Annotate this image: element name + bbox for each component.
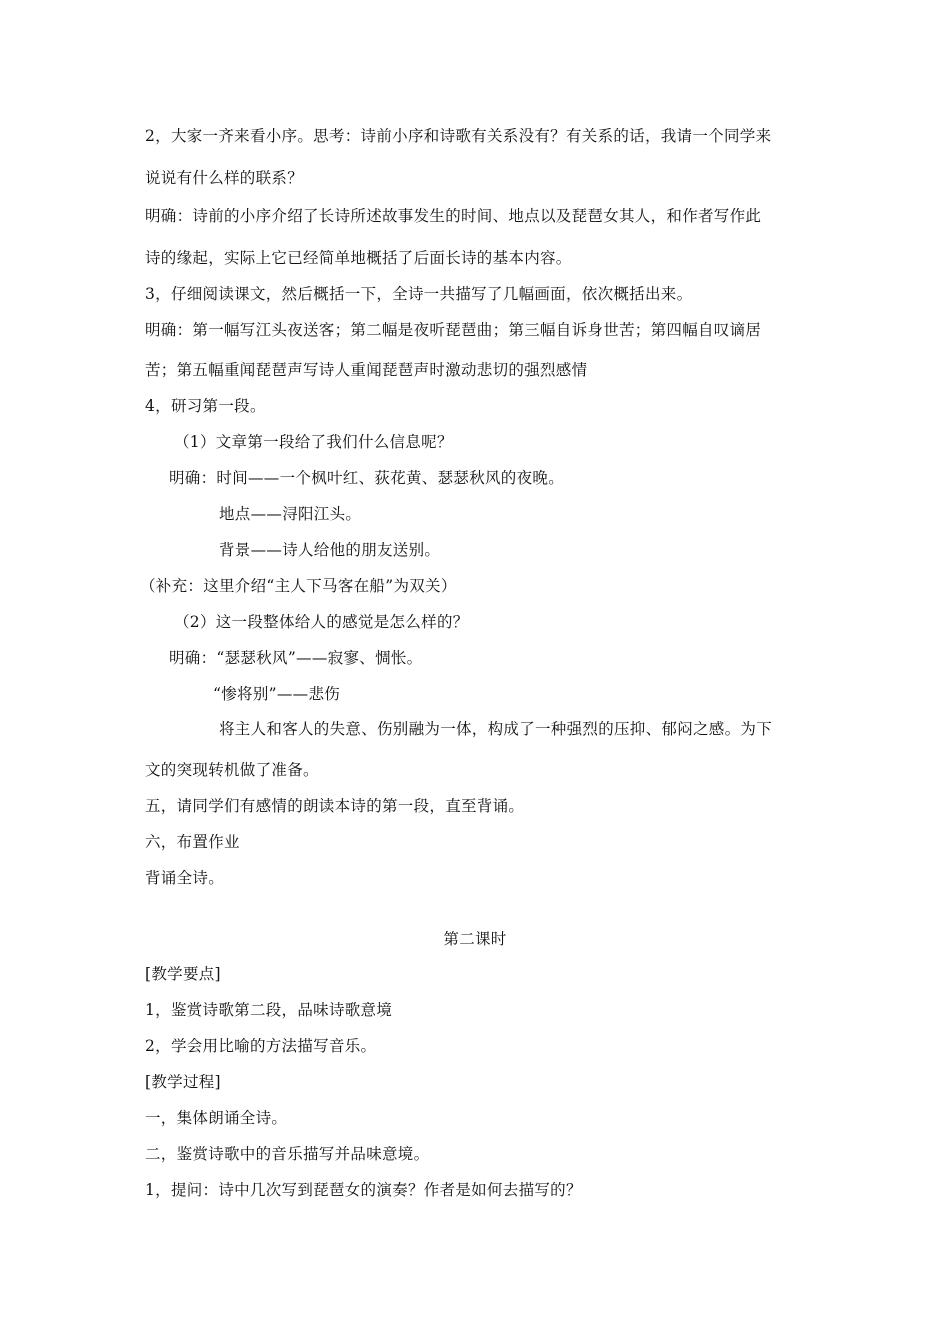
paragraph-line: 2，大家一齐来看小序。思考：诗前小序和诗歌有关系没有？有关系的话，我请一个同学来	[145, 127, 772, 145]
section-heading: 第二课时	[443, 930, 507, 948]
paragraph-line: 明确：时间——一个枫叶红、荻花黄、瑟瑟秋风的夜晚。	[169, 469, 565, 487]
paragraph-line: （1）文章第一段给了我们什么信息呢？	[174, 433, 453, 451]
paragraph-line: 苦；第五幅重闻琵琶声写诗人重闻琵琶声时激动悲切的强烈感情	[145, 361, 588, 379]
paragraph-line: 说说有什么样的联系？	[145, 169, 304, 187]
paragraph-line: 将主人和客人的失意、伤别融为一体，构成了一种强烈的压抑、郁闷之感。为下	[219, 720, 773, 738]
paragraph-line: （2）这一段整体给人的感觉是怎么样的？	[174, 613, 469, 631]
paragraph-line: 六，布置作业	[145, 833, 240, 851]
paragraph-line: 文的突现转机做了准备。	[145, 761, 319, 779]
paragraph-line: 五，请同学们有感情的朗读本诗的第一段，直至背诵。	[145, 797, 525, 815]
paragraph-line: 明确：“瑟瑟秋风”——寂寥、惆怅。	[169, 649, 423, 667]
paragraph-line: 二，鉴赏诗歌中的音乐描写并品味意境。	[145, 1145, 430, 1163]
paragraph-line: 3，仔细阅读课文，然后概括一下，全诗一共描写了几幅画面，依次概括出来。	[145, 285, 693, 303]
paragraph-line: 一，集体朗诵全诗。	[145, 1109, 288, 1127]
paragraph-line: [教学过程]	[145, 1073, 221, 1091]
paragraph-line: 1，提问：诗中几次写到琵琶女的演奏？作者是如何去描写的？	[145, 1181, 582, 1199]
paragraph-line: （补充：这里介绍“主人下马客在船”为双关）	[140, 577, 457, 595]
paragraph-line: 1，鉴赏诗歌第二段，品味诗歌意境	[145, 1001, 393, 1019]
paragraph-line: 明确：诗前的小序介绍了长诗所述故事发生的时间、地点以及琵琶女其人，和作者写作此	[145, 207, 762, 225]
paragraph-line: 背景——诗人给他的朋友送别。	[219, 541, 441, 559]
paragraph-line: 4，研习第一段。	[145, 397, 266, 415]
paragraph-line: 背诵全诗。	[145, 869, 225, 887]
paragraph-line: 诗的缘起，实际上它已经简单地概括了后面长诗的基本内容。	[145, 249, 572, 267]
paragraph-line: 明确：第一幅写江头夜送客；第二幅是夜听琵琶曲；第三幅自诉身世苦；第四幅自叹谪居	[145, 321, 762, 339]
paragraph-line: [教学要点]	[145, 965, 221, 983]
paragraph-line: “惨将别”——悲伤	[213, 685, 341, 703]
paragraph-line: 2，学会用比喻的方法描写音乐。	[145, 1037, 377, 1055]
paragraph-line: 地点——浔阳江头。	[219, 505, 362, 523]
